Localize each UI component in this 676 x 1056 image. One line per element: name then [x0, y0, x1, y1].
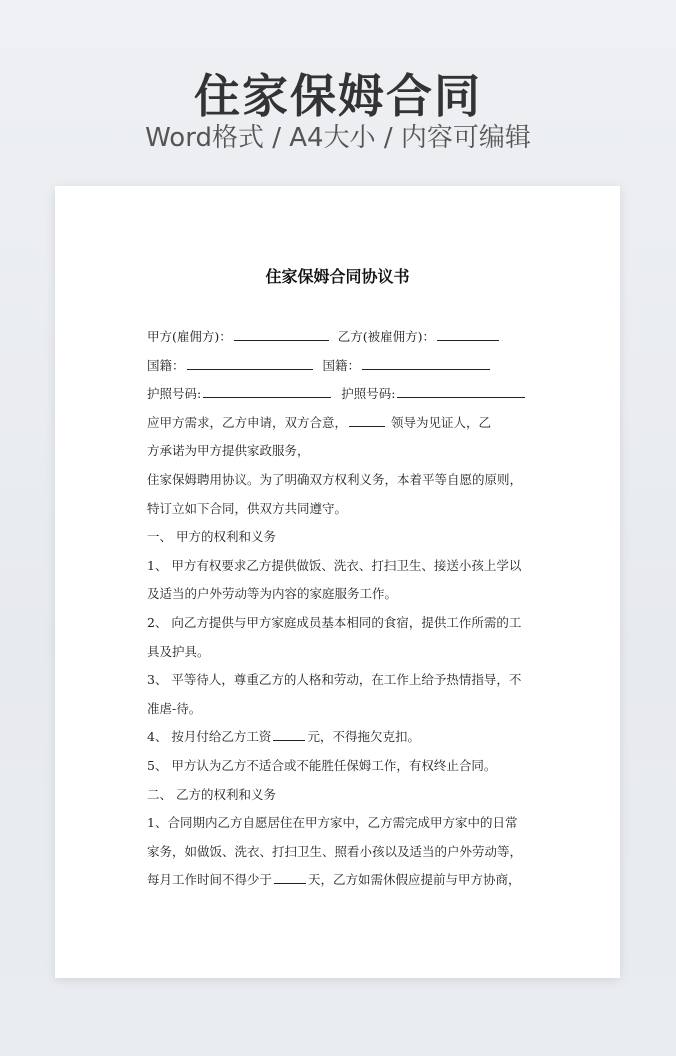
nationality-line: [147, 352, 532, 381]
paragraph-line: 方承诺为甲方提供家政服务，: [147, 443, 310, 459]
paragraph-line: 特订立如下合同，供双方共同遵守。: [147, 500, 348, 516]
clause-line: 及适当的户外劳动等为内容的家庭服务工作。: [147, 586, 398, 602]
text-span: 领导为见证人，乙: [391, 414, 492, 430]
clause-line: [147, 866, 532, 895]
paragraph-line: [147, 409, 532, 438]
passport-a-label: 护照号码:: [147, 386, 202, 402]
nationality-b-blank[interactable]: [362, 357, 490, 370]
page-subtitle: Word格式 / A4大小 / 内容可编辑: [145, 123, 531, 153]
document-title: 住家保姆合同协议书: [265, 267, 410, 286]
page-title: 住家保姆合同: [194, 69, 482, 123]
document-page: [55, 186, 620, 978]
nationality-b-label: 国籍：: [322, 357, 361, 373]
witness-blank[interactable]: [349, 414, 385, 427]
clause-line: 具及护具。: [147, 643, 210, 659]
text-span: 元，不得拖欠克扣。: [307, 729, 420, 745]
document-body: [147, 323, 532, 895]
passport-a-blank[interactable]: [203, 385, 331, 398]
text-span: 天，乙方如需休假应提前与甲方协商，: [308, 872, 521, 888]
clause-line: 1、 甲方有权要求乙方提供做饭、洗衣、打扫卫生、接送小孩上学以: [147, 557, 522, 573]
section-heading-1: 一、 甲方的权利和义务: [147, 529, 276, 545]
nationality-a-blank[interactable]: [187, 357, 313, 370]
salary-blank[interactable]: [273, 728, 305, 741]
passport-line: [147, 380, 532, 409]
section-heading-2: 二、 乙方的权利和义务: [147, 786, 276, 802]
text-span: 4、 按月付给乙方工资: [147, 729, 272, 745]
party-a-blank[interactable]: [234, 328, 329, 341]
clause-line: 家务，如做饭、洗衣、打扫卫生、照看小孩以及适当的户外劳动等，: [147, 843, 523, 859]
party-a-label: 甲方(雇佣方)：: [147, 329, 232, 344]
clause-line: 准虐-待。: [147, 700, 202, 716]
party-line: [147, 323, 532, 352]
text-span: 每月工作时间不得少于: [147, 872, 273, 888]
passport-b-label: 护照号码:: [341, 386, 396, 402]
text-span: 应甲方需求，乙方申请，双方合意，: [147, 414, 348, 430]
passport-b-blank[interactable]: [397, 385, 525, 398]
workdays-blank[interactable]: [274, 871, 306, 884]
party-b-blank[interactable]: [437, 328, 499, 341]
nationality-a-label: 国籍：: [147, 357, 185, 373]
clause-line: 1、合同期内乙方自愿居住在甲方家中，乙方需完成甲方家中的日常: [147, 815, 518, 831]
party-b-label: 乙方(被雇佣方)：: [337, 329, 436, 344]
clause-line: 3、 平等待人，尊重乙方的人格和劳动，在工作上给予热情指导，不: [147, 672, 522, 688]
paragraph-line: 住家保姆聘用协议。为了明确双方权利义务，本着平等自愿的原则，: [147, 471, 523, 487]
clause-line: [147, 723, 532, 752]
clause-line: 2、 向乙方提供与甲方家庭成员基本相同的食宿，提供工作所需的工: [147, 614, 522, 630]
clause-line: 5、 甲方认为乙方不适合或不能胜任保姆工作，有权终止合同。: [147, 757, 497, 773]
